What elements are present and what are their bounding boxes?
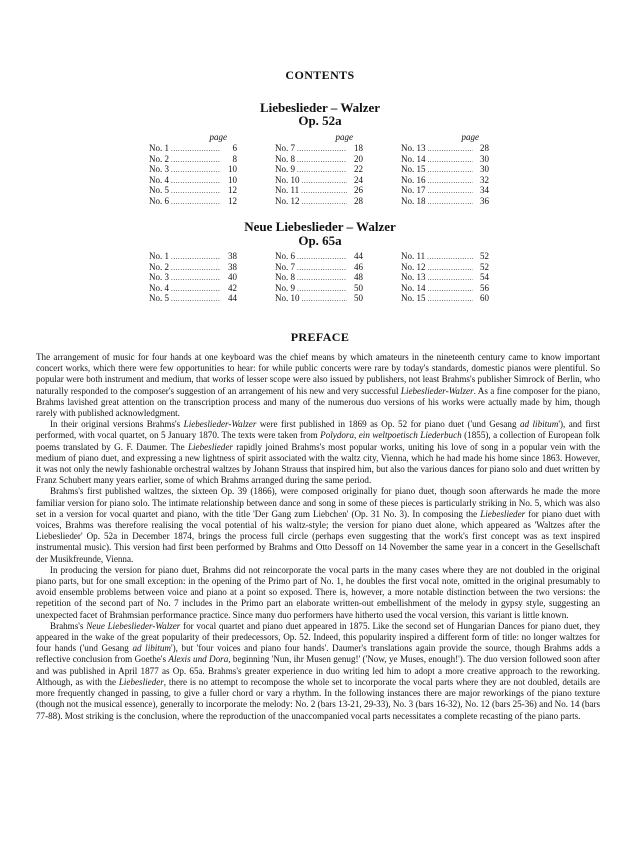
toc-entry-number: No. 7: [275, 143, 295, 153]
toc-entry-page: 28: [480, 143, 489, 153]
preface-paragraph: In producing the version for piano duet, Brahms did not reincorporate the vocal parts in the many cases where they are not doubled in the original piano parts, but for one small exception: in the opening of the Primo part of No. 1, he doubles the first vocal note, omitted in the original presumably to avoid ensemble problems between voice and piano at a point so exposed. There is, however, a more notable distinction between the two versions: the repetition of the second part of No. 7 includes in the Primo part an elaborate written-out embellishment of the melody in gypsy style, suggesting an unexpected facet of Brahmsian performance practice. Since many duo performers have hitherto used the vocal version, this variant is little known.: [36, 564, 600, 620]
toc-entry-page: 42: [228, 282, 237, 293]
toc-entry-page: 22: [354, 164, 363, 175]
toc-entry: [401, 154, 489, 165]
toc-entry-number: No. 14: [401, 153, 426, 164]
toc-leader-dots: [171, 176, 221, 187]
toc-entry-number: No. 2: [149, 261, 169, 272]
toc-leader-dots: [428, 273, 474, 284]
toc-entry-number: No. 10: [275, 174, 300, 185]
toc-entry-number: No. 7: [275, 261, 295, 272]
toc-leader-dots: [297, 155, 347, 166]
toc-entry: [149, 272, 237, 283]
toc-entry-number: No. 15: [401, 164, 426, 175]
toc-entry-page: 34: [480, 185, 489, 196]
toc-entry-page: 10: [228, 164, 237, 175]
toc-leader-dots: [171, 165, 221, 176]
toc-entry-number: No. 5: [149, 293, 169, 304]
toc-entry-page: 46: [354, 261, 363, 272]
toc-entry-number: No. 6: [275, 251, 295, 261]
toc-entry-page: 32: [480, 174, 489, 185]
toc-entry: [401, 272, 489, 283]
preface-body: [36, 352, 600, 722]
toc-entry: [275, 154, 363, 165]
contents-heading: CONTENTS: [285, 68, 355, 82]
toc-entry: [401, 251, 489, 262]
toc-entry-page: 44: [354, 251, 363, 261]
toc-entry-number: No. 16: [401, 174, 426, 185]
toc-entry-number: No. 1: [149, 143, 169, 153]
op65-toc: [149, 251, 489, 305]
toc-leader-dots: [171, 284, 221, 295]
toc-entry-number: No. 17: [401, 185, 426, 196]
toc-leader-dots: [302, 176, 348, 187]
op52-title: Liebeslieder – Walzer: [259, 100, 381, 115]
preface-paragraph: In their original versions Brahms's Liebeslieder-Walzer were first published in 1869 as Op. 52 for piano duet ('und Gesang ad libitum'), and first performed, with vocal quartet, on 5 January 1870. The texts were taken from Polydora, ein weltpoetisch Liederbuch (1855), a collection of European folk poems translated by G. F. Daumer. The Liebeslieder rapidly joined Brahms's most popular works, uniting his love of song in a popular vein with the medium of piano duet, and expressing a new lightness of spirit associated with the waltz city, Vienna, which he had made his home since 1863. However, it was not only the newly fashionable orchestral waltzes by Johann Strauss that inspired him, but also the various dances for piano solo and duet written by Franz Schubert many years earlier, some of which Brahms arranged during the same period.: [36, 419, 600, 486]
toc-entry: [149, 262, 237, 273]
toc-entry: [149, 251, 237, 262]
toc-leader-dots: [297, 252, 347, 263]
toc-leader-dots: [302, 294, 348, 305]
toc-entry: [149, 196, 237, 207]
toc-entry-number: No. 15: [401, 293, 426, 304]
page-column-label: page: [461, 132, 479, 142]
toc-leader-dots: [171, 252, 221, 263]
toc-entry: [275, 272, 363, 283]
toc-leader-dots: [428, 197, 474, 208]
toc-entry-page: 30: [480, 153, 489, 164]
toc-entry-page: 18: [354, 143, 363, 153]
page-column-label: page: [335, 132, 353, 142]
toc-entry: [275, 185, 363, 196]
toc-leader-dots: [171, 155, 221, 166]
toc-leader-dots: [171, 186, 221, 197]
toc-entry-number: No. 6: [149, 195, 169, 206]
toc-leader-dots: [428, 284, 474, 295]
preface-heading: PREFACE: [290, 330, 350, 344]
toc-entry: [401, 196, 489, 207]
toc-leader-dots: [297, 263, 347, 274]
toc-entry: [401, 262, 489, 273]
op52-toc-column-3: [401, 132, 489, 207]
toc-entry: [401, 175, 489, 186]
op52-toc: [149, 132, 489, 207]
toc-entry-page: 52: [480, 251, 489, 261]
toc-entry-number: No. 8: [275, 272, 295, 283]
toc-entry-page: 52: [480, 261, 489, 272]
toc-entry: [275, 175, 363, 186]
toc-leader-dots: [428, 155, 474, 166]
toc-entry: [401, 185, 489, 196]
toc-entry-number: No. 3: [149, 272, 169, 283]
toc-leader-dots: [171, 144, 221, 155]
toc-leader-dots: [171, 263, 221, 274]
toc-leader-dots: [171, 273, 221, 284]
toc-entry-number: No. 12: [401, 261, 426, 272]
op52-toc-column-1: [149, 132, 237, 207]
toc-leader-dots: [428, 263, 474, 274]
toc-entry-page: 10: [228, 174, 237, 185]
toc-entry-page: 44: [228, 293, 237, 304]
toc-entry: [149, 164, 237, 175]
toc-leader-dots: [297, 284, 347, 295]
toc-entry-number: No. 9: [275, 164, 295, 175]
toc-entry-number: No. 9: [275, 282, 295, 293]
toc-entry-page: 20: [354, 153, 363, 164]
op65-opus: Op. 65a: [298, 233, 342, 248]
toc-entry-page: 38: [228, 251, 237, 261]
toc-entry-page: 30: [480, 164, 489, 175]
toc-leader-dots: [297, 273, 347, 284]
toc-entry-number: No. 4: [149, 174, 169, 185]
toc-entry: [401, 164, 489, 175]
toc-entry: [275, 196, 363, 207]
toc-entry-number: No. 11: [401, 251, 426, 261]
toc-entry: [401, 283, 489, 294]
toc-entry-page: 40: [228, 272, 237, 283]
toc-entry: [275, 283, 363, 294]
toc-entry-number: No. 10: [275, 293, 300, 304]
preface-paragraph: Brahms's first published waltzes, the sixteen Op. 39 (1866), were composed originally for piano duet, though soon afterwards he made the more familiar version for piano solo. The intimate relationship between dance and song in some of these pieces is particularly striking in No. 5, which was also set in a version for vocal quartet and piano, with the title 'Der Gang zum Liebchen' (Op. 31 No. 3). In composing the Liebeslieder for piano duet with voices, Brahms was therefore realising the vocal potential of his waltz-style; the version for piano duet alone, which appeared as 'Waltzes after the Liebeslieder' Op. 52a in December 1874, brings the process full circle (perhaps even suggesting that the work's first concept was as text inspired instrumental music). This version had first been performed by Brahms and Otto Dessoff on 14 November the same year in a concert in the Gesellschaft der Musikfreunde, Vienna.: [36, 486, 601, 564]
op65-toc-column-3: [401, 251, 489, 304]
toc-leader-dots: [428, 144, 474, 155]
toc-leader-dots: [428, 176, 474, 187]
toc-entry-page: 6: [232, 143, 237, 153]
toc-leader-dots: [427, 252, 473, 263]
toc-entry-page: 26: [354, 185, 363, 196]
toc-entry: [149, 143, 237, 154]
toc-leader-dots: [302, 197, 348, 208]
toc-entry-number: No. 13: [401, 272, 426, 283]
op65-toc-column-1: [149, 251, 237, 304]
toc-entry-number: No. 8: [275, 153, 295, 164]
toc-entry-page: 12: [228, 185, 237, 196]
toc-entry-page: 56: [480, 282, 489, 293]
op52-opus: Op. 52a: [298, 113, 342, 128]
toc-entry: [149, 185, 237, 196]
toc-entry-page: 36: [480, 195, 489, 206]
toc-leader-dots: [428, 165, 474, 176]
toc-leader-dots: [297, 144, 347, 155]
toc-entry-page: 60: [480, 293, 489, 304]
toc-leader-dots: [301, 186, 347, 197]
toc-entry-number: No. 12: [275, 195, 300, 206]
toc-entry-page: 28: [354, 195, 363, 206]
toc-entry: [401, 143, 489, 154]
toc-entry-number: No. 11: [275, 185, 300, 196]
toc-entry: [275, 262, 363, 273]
toc-leader-dots: [171, 197, 221, 208]
toc-leader-dots: [428, 186, 474, 197]
toc-entry: [149, 175, 237, 186]
toc-leader-dots: [428, 294, 474, 305]
preface-paragraph: Brahms's Neue Liebeslieder-Walzer for vocal quartet and piano duet appeared in 1875. Like the second set of Hungarian Dances for piano duet, they appeared in the wake of the great popularity of their predecessors, Op. 52. Indeed, this popularity inspired a different form of title: no longer waltzes for four hands ('und Gesang ad libitum'), but 'four voices and piano four hands'. Daumer's translations again provide the source, though Brahms adds a reflective conclusion from Goethe's Alexis und Dora, beginning 'Nun, ihr Musen genug!' ('Now, ye Muses, enough!'). The duo version followed soon after and was published in April 1877 as Op. 65a. Brahms's greater experience in duo writing led him to adopt a more creative approach to the reworking. Although, as with the Liebeslieder, there is no attempt to recompose the whole set to incorporate the vocal parts where they are not doubled, details are more frequently changed in passing, to give a fuller chord or vary a rhythm. In the following instances there are major reworkings of the piano texture (though not the musical essence), generally to incorporate the melody: No. 2 (bars 13-21, 29-33), No. 3 (bars 16-32), No. 12 (bars 25-36) and No. 14 (bars 77-88). Most striking is the conclusion, where the reproduction of the unaccompanied vocal parts necessitates a complete recasting of the piano parts.: [36, 620, 600, 721]
toc-entry-page: 8: [232, 153, 237, 164]
toc-entry-page: 12: [228, 195, 237, 206]
toc-entry-number: No. 13: [401, 143, 426, 153]
toc-entry-page: 38: [228, 261, 237, 272]
toc-leader-dots: [297, 165, 347, 176]
op65-title: Neue Liebeslieder – Walzer: [244, 219, 396, 234]
toc-entry-number: No. 18: [401, 195, 426, 206]
page-column-label: page: [209, 132, 227, 142]
toc-entry: [149, 283, 237, 294]
op65-toc-column-2: [275, 251, 363, 304]
toc-entry-number: No. 14: [401, 282, 426, 293]
toc-entry-number: No. 3: [149, 164, 169, 175]
toc-entry-number: No. 2: [149, 153, 169, 164]
toc-entry: [401, 293, 489, 304]
toc-entry-number: No. 4: [149, 282, 169, 293]
toc-entry: [275, 251, 363, 262]
toc-entry-page: 48: [354, 272, 363, 283]
toc-entry-page: 24: [354, 174, 363, 185]
preface-paragraph: The arrangement of music for four hands at one keyboard was the chief means by which amateurs in the nineteenth century came to know important concert works, which there were few opportunities to hear: for while public concerts were rare by today's standards, domestic pianos were plentiful. So popular were both instrument and medium, that works of lesser scope were also issued by publishers, not least Brahms's publisher Simrock of Berlin, who naturally responded to the composer's suggestion of an arrangement of his new and very successful Liebeslieder-Walzer. As a fine composer for the piano, Brahms lavished great attention on the transcription process and many of the numerous duo versions of his works were actually made by him, though rarely with published acknowledgment.: [36, 352, 600, 419]
toc-entry-page: 50: [354, 282, 363, 293]
toc-entry-number: No. 1: [149, 251, 169, 261]
toc-entry: [275, 164, 363, 175]
toc-entry: [149, 293, 237, 304]
toc-entry: [275, 293, 363, 304]
toc-entry-page: 50: [354, 293, 363, 304]
toc-entry-page: 54: [480, 272, 489, 283]
toc-entry: [275, 143, 363, 154]
toc-leader-dots: [171, 294, 221, 305]
op52-toc-column-2: [275, 132, 363, 207]
toc-entry: [149, 154, 237, 165]
toc-entry-number: No. 5: [149, 185, 169, 196]
